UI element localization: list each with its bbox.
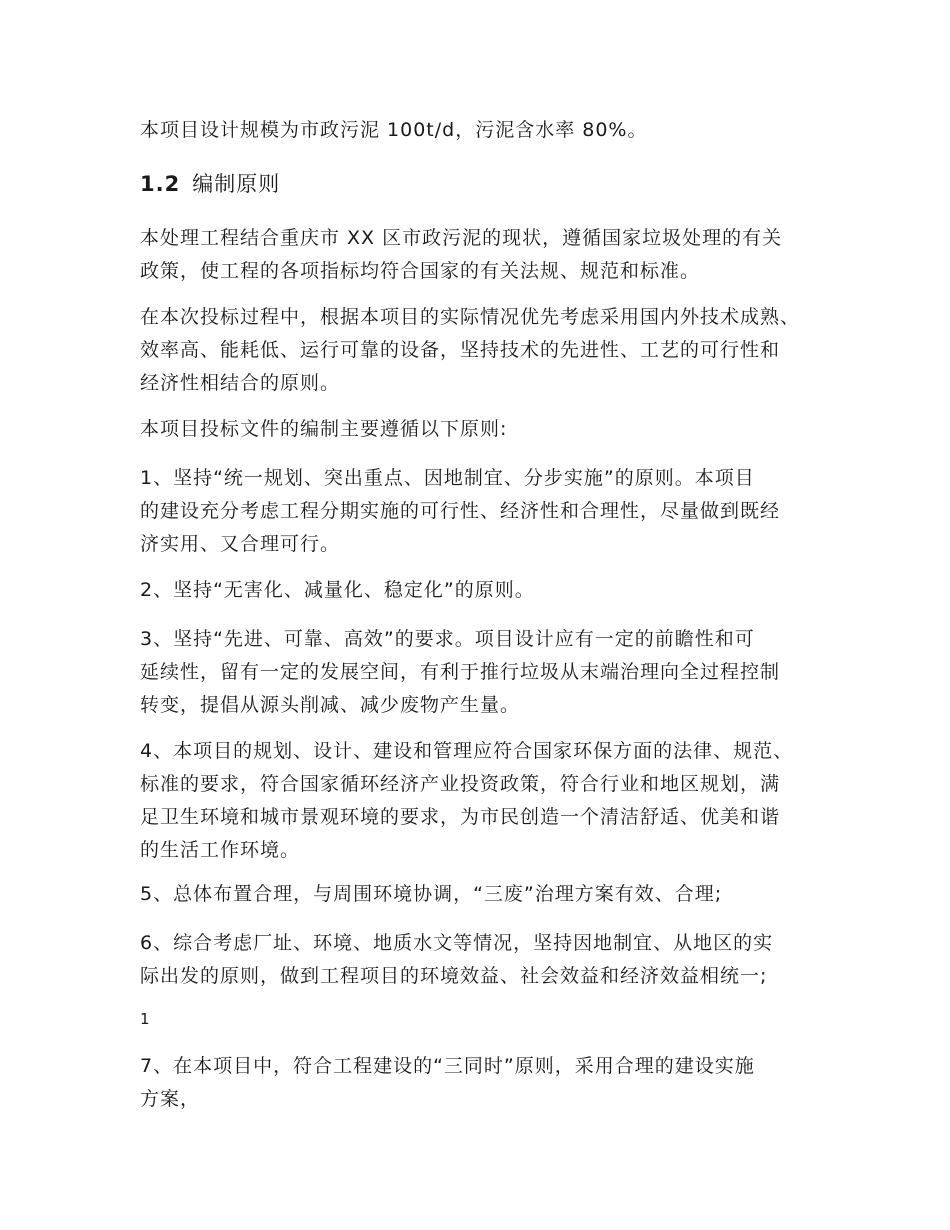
text-line: 在本次投标过程中，根据本项目的实际情况优先考虑采用国内外技术成熟、 [140,306,801,328]
principle-6 [140,927,820,993]
text-line: 转变，提倡从源头削减、减少废物产生量。 [140,694,521,716]
text-line: 1、坚持“统一规划、突出重点、因地制宜、分步实施”的原则。本项目 [140,467,755,489]
section-heading [140,168,280,201]
principle-4 [140,735,820,867]
principle-2 [140,574,820,607]
text-line: 5、总体布置合理，与周围环境协调，“三废”治理方案有效、合理; [140,883,723,905]
text-line: 足卫生环境和城市景观环境的要求，为市民创造一个清洁舒适、优美和谐 [140,806,781,828]
text-line: 7、在本项目中，符合工程建设的“三同时”原则，采用合理的建设实施 [140,1055,755,1077]
text-line: 际出发的原则，做到工程项目的环境效益、社会效益和经济效益相统一; [140,965,768,987]
principle-7 [140,1050,820,1116]
text-line: 2、坚持“无害化、减量化、稳定化”的原则。 [140,579,535,601]
text-line: 经济性相结合的原则。 [140,372,341,394]
principle-1 [140,462,820,561]
text-line: 延续性，留有一定的发展空间，有利于推行垃圾从末端治理向全过程控制 [140,661,781,683]
text-line: 的建设充分考虑工程分期实施的可行性、经济性和合理性，尽量做到既经 [140,500,781,522]
paragraph-principles-intro [140,413,820,446]
text-line: 方案， [140,1088,201,1110]
principle-5 [140,878,820,911]
principle-3 [140,623,820,722]
text-line: 本项目投标文件的编制主要遵循以下原则: [140,418,508,440]
text-line: 本处理工程结合重庆市 XX 区市政污泥的现状，遵循国家垃圾处理的有关 [140,227,783,249]
text-line: 的生活工作环境。 [140,839,301,861]
paragraph-background [140,222,820,288]
text-line: 政策，使工程的各项指标均符合国家的有关法规、规范和标准。 [140,260,701,282]
text-line: 济实用、又合理可行。 [140,533,341,555]
text-line: 6、综合考虑厂址、环境、地质水文等情况，坚持因地制宜、从地区的实 [140,932,774,954]
intro-paragraph [140,114,820,147]
text-line: 3、坚持“先进、可靠、高效”的要求。项目设计应有一定的前瞻性和可 [140,628,755,650]
text-line: 本项目设计规模为市政污泥 100t/d，污泥含水率 80%。 [140,119,648,141]
text-line: 标准的要求，符合国家循环经济产业投资政策，符合行业和地区规划，满 [140,773,781,795]
text-line: 效率高、能耗低、运行可靠的设备，坚持技术的先进性、工艺的可行性和 [140,339,781,361]
section-number: 1.2 [140,172,181,196]
page-number: 1 [140,1010,150,1028]
text-line: 4、本项目的规划、设计、建设和管理应符合国家环保方面的法律、规范、 [140,740,794,762]
section-title: 编制原则 [192,172,281,196]
paragraph-tender [140,301,820,400]
